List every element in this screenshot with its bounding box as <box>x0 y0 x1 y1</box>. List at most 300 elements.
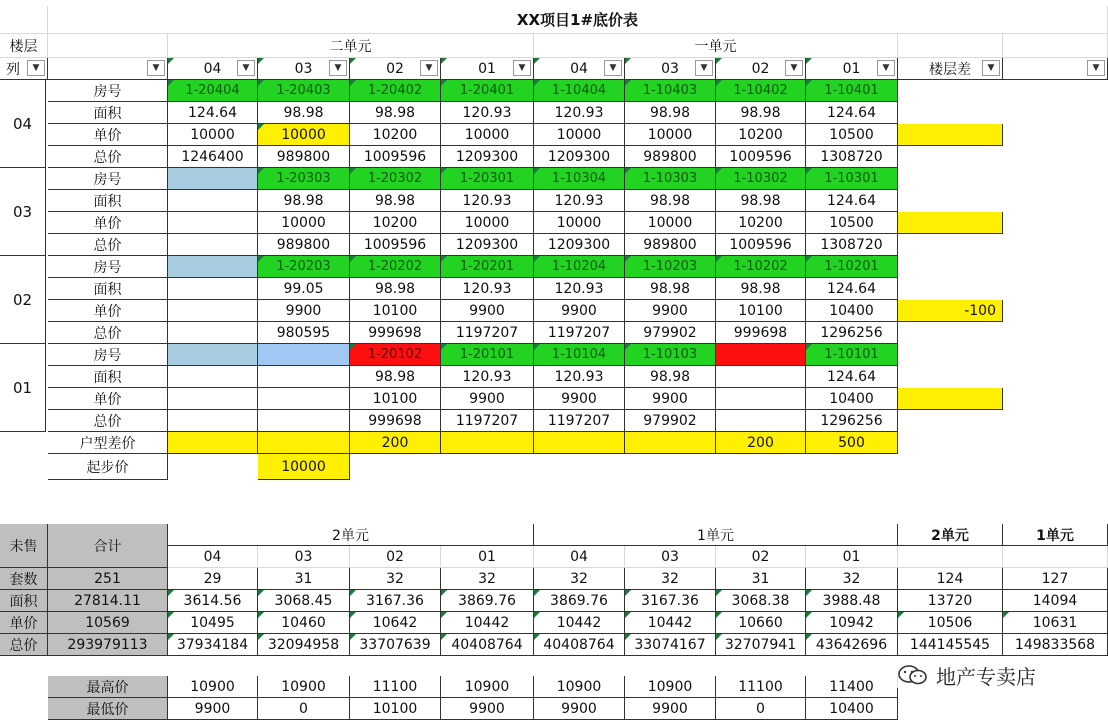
comment-marker <box>716 612 722 618</box>
comment-marker <box>350 612 356 618</box>
room-cell[interactable]: 1-10304 <box>534 168 625 190</box>
summary-unit1-total[interactable]: 1单元 <box>1003 524 1108 546</box>
comment-marker <box>898 612 904 618</box>
area-cell[interactable]: 98.98 <box>716 278 806 300</box>
room-cell[interactable] <box>168 256 258 278</box>
row-label[interactable]: 房号 <box>48 80 168 102</box>
summary-row-label[interactable]: 单价 <box>0 612 48 634</box>
total-cell[interactable]: 1296256 <box>806 322 898 344</box>
room-cell[interactable]: 1-20102 <box>350 344 441 366</box>
total-cell[interactable]: 989800 <box>258 146 350 168</box>
filter-dropdown-icon[interactable]: ▼ <box>513 60 531 76</box>
area-cell[interactable] <box>168 366 258 388</box>
extreme-value-cell[interactable]: 9900 <box>534 698 625 720</box>
area-cell[interactable]: 98.98 <box>716 102 806 124</box>
row-label[interactable]: 单价 <box>48 300 168 322</box>
total-cell[interactable]: 999698 <box>350 410 441 432</box>
price-cell[interactable]: 9900 <box>534 300 625 322</box>
row-label[interactable]: 总价 <box>48 146 168 168</box>
room-cell[interactable]: 1-10401 <box>806 80 898 102</box>
price-cell[interactable]: 10200 <box>350 124 441 146</box>
summary-column-header[interactable]: 03 <box>625 546 716 568</box>
area-cell[interactable]: 120.93 <box>441 278 534 300</box>
price-cell[interactable]: 9900 <box>441 300 534 322</box>
summary-total-cell[interactable]: 293979113 <box>48 634 168 656</box>
summary-value-cell[interactable]: 3869.76 <box>534 590 625 612</box>
summary-value-cell[interactable]: 3167.36 <box>350 590 441 612</box>
summary-value-cell[interactable]: 33074167 <box>625 634 716 656</box>
cell-blank[interactable] <box>0 6 48 34</box>
filter-dropdown-icon[interactable]: ▼ <box>982 60 1000 76</box>
extreme-value-cell[interactable]: 10900 <box>168 676 258 698</box>
price-cell[interactable]: 10500 <box>806 124 898 146</box>
filter-dropdown-icon[interactable]: ▼ <box>27 60 45 76</box>
row-area <box>0 366 1108 388</box>
summary-row-label[interactable]: 总价 <box>0 634 48 656</box>
extreme-value-cell[interactable]: 11400 <box>806 676 898 698</box>
room-cell[interactable]: 1-10302 <box>716 168 806 190</box>
price-cell[interactable]: 10100 <box>716 300 806 322</box>
row-total <box>0 234 1108 256</box>
summary-value-cell[interactable]: 3068.38 <box>716 590 806 612</box>
price-cell[interactable] <box>168 212 258 234</box>
start-price-cell[interactable]: 10000 <box>258 454 350 480</box>
total-cell[interactable] <box>168 410 258 432</box>
type-diff-cell[interactable] <box>441 432 534 454</box>
extreme-label[interactable]: 最低价 <box>48 698 168 720</box>
row-label[interactable]: 总价 <box>48 322 168 344</box>
room-cell[interactable]: 1-20404 <box>168 80 258 102</box>
row-label[interactable]: 房号 <box>48 344 168 366</box>
summary-column-header[interactable]: 04 <box>168 546 258 568</box>
summary-value-cell[interactable]: 3614.56 <box>168 590 258 612</box>
comment-marker <box>441 168 447 174</box>
room-cell[interactable]: 1-20303 <box>258 168 350 190</box>
extreme-value-cell[interactable]: 0 <box>258 698 350 720</box>
comment-marker <box>534 612 540 618</box>
summary-total-label[interactable]: 合计 <box>48 524 168 568</box>
extreme-value-cell[interactable]: 0 <box>716 698 806 720</box>
summary-value-cell[interactable]: 3988.48 <box>806 590 898 612</box>
summary-value-cell[interactable]: 32 <box>806 568 898 590</box>
summary-value-cell[interactable]: 32094958 <box>258 634 350 656</box>
column-header[interactable]: 02 ▼ <box>716 58 806 80</box>
room-cell[interactable]: 1-20301 <box>441 168 534 190</box>
summary-value-cell[interactable]: 32 <box>534 568 625 590</box>
total-cell[interactable]: 1197207 <box>534 410 625 432</box>
area-cell[interactable]: 124.64 <box>806 366 898 388</box>
filter-dropdown-icon[interactable]: ▼ <box>329 60 347 76</box>
price-cell[interactable]: 10500 <box>806 212 898 234</box>
floor-diff-cell[interactable] <box>898 124 1003 146</box>
room-cell[interactable]: 1-10202 <box>716 256 806 278</box>
column-header[interactable]: 02 ▼ <box>350 58 441 80</box>
row-label[interactable]: 面积 <box>48 366 168 388</box>
summary-value-cell[interactable]: 37934184 <box>168 634 258 656</box>
summary-value-cell[interactable]: 10442 <box>625 612 716 634</box>
total-cell[interactable]: 1246400 <box>168 146 258 168</box>
summary-unit2-value[interactable]: 10506 <box>898 612 1003 634</box>
price-cell[interactable]: 10400 <box>806 388 898 410</box>
summary-value-cell[interactable]: 10442 <box>534 612 625 634</box>
room-cell[interactable]: 1-20101 <box>441 344 534 366</box>
filter-dropdown-icon[interactable]: ▼ <box>785 60 803 76</box>
summary-column-header[interactable]: 04 <box>534 546 625 568</box>
summary-unit1-value[interactable]: 10631 <box>1003 612 1108 634</box>
type-diff-cell[interactable] <box>534 432 625 454</box>
summary-value-cell[interactable]: 10642 <box>350 612 441 634</box>
total-cell[interactable]: 989800 <box>625 146 716 168</box>
extreme-value-cell[interactable]: 9900 <box>625 698 716 720</box>
row-label[interactable]: 单价 <box>48 212 168 234</box>
area-cell[interactable]: 98.98 <box>350 366 441 388</box>
price-cell[interactable]: 10000 <box>441 124 534 146</box>
row-label[interactable]: 总价 <box>48 234 168 256</box>
summary-value-cell[interactable]: 3068.45 <box>258 590 350 612</box>
total-cell[interactable]: 1209300 <box>441 146 534 168</box>
column-header[interactable]: 03 ▼ <box>625 58 716 80</box>
room-cell[interactable]: 1-10101 <box>806 344 898 366</box>
room-cell[interactable]: 1-10201 <box>806 256 898 278</box>
column-header[interactable]: 01 ▼ <box>806 58 898 80</box>
total-cell[interactable]: 979902 <box>625 322 716 344</box>
area-cell[interactable]: 120.93 <box>534 190 625 212</box>
total-cell[interactable]: 999698 <box>350 322 441 344</box>
extreme-value-cell[interactable]: 10900 <box>258 676 350 698</box>
summary-total-cell[interactable]: 10569 <box>48 612 168 634</box>
summary-column-header[interactable]: 01 <box>441 546 534 568</box>
price-cell[interactable]: 10000 <box>625 212 716 234</box>
summary-value-cell[interactable]: 32707941 <box>716 634 806 656</box>
watermark <box>896 662 1096 688</box>
summary-row-label[interactable]: 套数 <box>0 568 48 590</box>
room-cell[interactable]: 1-20403 <box>258 80 350 102</box>
summary-column-header[interactable]: 01 <box>806 546 898 568</box>
price-cell[interactable]: 10200 <box>350 212 441 234</box>
type-diff-cell[interactable] <box>625 432 716 454</box>
price-cell[interactable]: 10100 <box>350 300 441 322</box>
row-label[interactable]: 面积 <box>48 190 168 212</box>
row-label[interactable]: 单价 <box>48 388 168 410</box>
summary-value-cell[interactable]: 10660 <box>716 612 806 634</box>
row-room <box>0 256 1108 278</box>
summary-value-cell[interactable]: 33707639 <box>350 634 441 656</box>
price-cell[interactable]: 9900 <box>625 300 716 322</box>
total-cell[interactable]: 1209300 <box>534 146 625 168</box>
price-cell[interactable]: 10400 <box>806 300 898 322</box>
extreme-label[interactable]: 最高价 <box>48 676 168 698</box>
total-cell[interactable]: 1009596 <box>350 234 441 256</box>
extreme-value-cell[interactable]: 9900 <box>168 698 258 720</box>
total-cell[interactable]: 1009596 <box>350 146 441 168</box>
type-diff-cell[interactable] <box>258 432 350 454</box>
comment-marker <box>716 590 722 596</box>
price-cell[interactable]: 10000 <box>168 124 258 146</box>
price-cell[interactable]: 10200 <box>716 124 806 146</box>
filter-dropdown-icon[interactable]: ▼ <box>1087 60 1105 76</box>
price-cell[interactable] <box>168 388 258 410</box>
type-diff-cell[interactable]: 500 <box>806 432 898 454</box>
room-cell[interactable]: 1-10402 <box>716 80 806 102</box>
filter-dropdown-icon[interactable]: ▼ <box>877 60 895 76</box>
total-cell[interactable]: 1308720 <box>806 234 898 256</box>
area-cell[interactable]: 98.98 <box>258 190 350 212</box>
room-cell[interactable]: 1-10103 <box>625 344 716 366</box>
total-cell[interactable]: 1009596 <box>716 146 806 168</box>
total-cell[interactable]: 999698 <box>716 322 806 344</box>
summary-row-label[interactable]: 面积 <box>0 590 48 612</box>
summary-unit2-value[interactable]: 13720 <box>898 590 1003 612</box>
column-header[interactable]: 04 ▼ <box>534 58 625 80</box>
area-cell[interactable]: 124.64 <box>806 102 898 124</box>
summary-unit2-value[interactable]: 144145545 <box>898 634 1003 656</box>
summary-value-cell[interactable]: 32 <box>350 568 441 590</box>
filter-dropdown-icon[interactable]: ▼ <box>237 60 255 76</box>
area-cell[interactable]: 120.93 <box>441 366 534 388</box>
cell-blank[interactable] <box>898 34 1003 58</box>
area-cell[interactable]: 98.98 <box>625 102 716 124</box>
extreme-value-cell[interactable]: 10900 <box>625 676 716 698</box>
floor-number: 01 <box>0 344 46 432</box>
area-cell[interactable]: 98.98 <box>625 278 716 300</box>
area-cell[interactable]: 120.93 <box>534 366 625 388</box>
column-header[interactable]: 01 ▼ <box>441 58 534 80</box>
area-cell[interactable]: 98.98 <box>258 102 350 124</box>
summary-unit1-value[interactable]: 14094 <box>1003 590 1108 612</box>
comment-marker <box>168 612 174 618</box>
price-cell[interactable]: 10200 <box>716 212 806 234</box>
area-cell[interactable] <box>168 190 258 212</box>
area-cell[interactable]: 98.98 <box>350 278 441 300</box>
summary-unit2[interactable]: 2单元 <box>168 524 534 546</box>
total-cell[interactable] <box>716 410 806 432</box>
total-cell[interactable]: 980595 <box>258 322 350 344</box>
comment-marker <box>258 80 264 86</box>
price-cell[interactable]: 10000 <box>441 212 534 234</box>
area-cell[interactable]: 120.93 <box>441 102 534 124</box>
sheet-title[interactable]: XX项目1#底价表 <box>48 6 1108 34</box>
comment-marker <box>441 590 447 596</box>
row-room <box>0 168 1108 190</box>
total-cell[interactable]: 1308720 <box>806 146 898 168</box>
summary-value-cell[interactable]: 31 <box>716 568 806 590</box>
comment-marker <box>168 590 174 596</box>
cell-blank[interactable] <box>1003 34 1108 58</box>
room-cell[interactable]: 1-20201 <box>441 256 534 278</box>
summary-value-cell[interactable]: 10942 <box>806 612 898 634</box>
area-cell[interactable]: 124.64 <box>806 278 898 300</box>
room-cell[interactable]: 1-10203 <box>625 256 716 278</box>
price-cell[interactable]: 9900 <box>534 388 625 410</box>
start-price-label[interactable]: 起步价 <box>48 454 168 480</box>
summary-column-header[interactable]: 03 <box>258 546 350 568</box>
total-cell[interactable]: 1009596 <box>716 234 806 256</box>
unit2-header[interactable]: 二单元 <box>168 34 534 58</box>
floor-block-03 <box>0 168 1108 256</box>
comment-marker <box>350 590 356 596</box>
area-cell[interactable]: 120.93 <box>441 190 534 212</box>
comment-marker <box>806 590 812 596</box>
comment-marker <box>625 168 631 174</box>
unsold-label[interactable]: 未售 <box>0 524 48 568</box>
row-label[interactable]: 单价 <box>48 124 168 146</box>
area-cell[interactable]: 98.98 <box>625 190 716 212</box>
total-cell[interactable]: 1209300 <box>534 234 625 256</box>
price-cell[interactable]: 10000 <box>534 124 625 146</box>
area-cell[interactable]: 120.93 <box>534 278 625 300</box>
row-total <box>0 146 1108 168</box>
comment-marker <box>441 80 447 86</box>
comment-marker <box>534 590 540 596</box>
price-cell[interactable] <box>258 388 350 410</box>
row-label[interactable]: 面积 <box>48 102 168 124</box>
total-cell[interactable] <box>258 410 350 432</box>
type-diff-cell[interactable]: 200 <box>350 432 441 454</box>
row-label[interactable]: 房号 <box>48 256 168 278</box>
filter-cell[interactable] <box>48 58 168 80</box>
summary-value-cell[interactable]: 40408764 <box>534 634 625 656</box>
total-cell[interactable]: 1296256 <box>806 410 898 432</box>
summary-value-cell[interactable]: 32 <box>441 568 534 590</box>
price-cell[interactable]: 9900 <box>441 388 534 410</box>
floor-diff-cell[interactable]: -100 <box>898 300 1003 322</box>
total-cell[interactable]: 989800 <box>625 234 716 256</box>
summary-column-header[interactable]: 02 <box>716 546 806 568</box>
room-cell[interactable] <box>716 344 806 366</box>
summary-value-cell[interactable]: 32 <box>625 568 716 590</box>
comment-marker <box>258 612 264 618</box>
type-diff-label[interactable]: 户型差价 <box>48 432 168 454</box>
total-cell[interactable]: 1197207 <box>441 322 534 344</box>
row-label[interactable]: 房号 <box>48 168 168 190</box>
row-label[interactable]: 总价 <box>48 410 168 432</box>
filter-dropdown-icon[interactable]: ▼ <box>420 60 438 76</box>
summary-value-cell[interactable]: 31 <box>258 568 350 590</box>
summary-value-cell[interactable]: 3869.76 <box>441 590 534 612</box>
price-cell[interactable] <box>716 388 806 410</box>
comment-marker <box>350 168 356 174</box>
extreme-value-cell[interactable]: 11100 <box>716 676 806 698</box>
room-cell[interactable]: 1-20302 <box>350 168 441 190</box>
summary-unit1[interactable]: 1单元 <box>534 524 898 546</box>
extreme-value-cell[interactable]: 10100 <box>350 698 441 720</box>
summary-unit1-value[interactable]: 127 <box>1003 568 1108 590</box>
filter-dropdown-icon[interactable]: ▼ <box>604 60 622 76</box>
floor-label-bottom[interactable]: 列 ▼ <box>0 58 48 80</box>
total-cell[interactable]: 1197207 <box>441 410 534 432</box>
total-cell[interactable]: 989800 <box>258 234 350 256</box>
area-cell[interactable]: 120.93 <box>534 102 625 124</box>
area-cell[interactable] <box>258 366 350 388</box>
room-cell[interactable] <box>258 344 350 366</box>
room-cell[interactable]: 1-10303 <box>625 168 716 190</box>
room-cell[interactable]: 1-20202 <box>350 256 441 278</box>
summary-row <box>0 590 1108 612</box>
summary-value-cell[interactable]: 10442 <box>441 612 534 634</box>
total-cell[interactable] <box>168 322 258 344</box>
extreme-value-cell[interactable]: 10900 <box>534 676 625 698</box>
price-cell[interactable]: 10100 <box>350 388 441 410</box>
room-cell[interactable]: 1-20402 <box>350 80 441 102</box>
room-cell[interactable]: 1-10204 <box>534 256 625 278</box>
floor-diff-cell[interactable] <box>898 388 1003 410</box>
room-cell[interactable]: 1-20203 <box>258 256 350 278</box>
summary-unit2-value[interactable]: 124 <box>898 568 1003 590</box>
summary-total-cell[interactable]: 251 <box>48 568 168 590</box>
room-cell[interactable] <box>168 344 258 366</box>
extreme-value-cell[interactable]: 11100 <box>350 676 441 698</box>
area-cell[interactable]: 124.64 <box>168 102 258 124</box>
cell-blank[interactable] <box>48 34 168 58</box>
summary-value-cell[interactable]: 29 <box>168 568 258 590</box>
extreme-value-cell[interactable]: 10400 <box>806 698 898 720</box>
total-cell[interactable]: 979902 <box>625 410 716 432</box>
area-cell[interactable]: 98.98 <box>350 102 441 124</box>
summary-value-cell[interactable]: 10495 <box>168 612 258 634</box>
area-cell[interactable]: 98.98 <box>716 190 806 212</box>
unit1-header[interactable]: 一单元 <box>534 34 898 58</box>
area-cell[interactable]: 99.05 <box>258 278 350 300</box>
row-label[interactable]: 面积 <box>48 278 168 300</box>
comment-marker <box>625 590 631 596</box>
summary-unit2-total[interactable]: 2单元 <box>898 524 1003 546</box>
extreme-value-cell[interactable]: 10900 <box>441 676 534 698</box>
filter-cell[interactable] <box>1003 58 1108 80</box>
area-cell[interactable]: 124.64 <box>806 190 898 212</box>
area-cell[interactable] <box>168 278 258 300</box>
area-cell[interactable] <box>716 366 806 388</box>
summary-unit1-value[interactable]: 149833568 <box>1003 634 1108 656</box>
price-cell[interactable]: 9900 <box>625 388 716 410</box>
type-diff-cell[interactable] <box>168 432 258 454</box>
floor-diff-header[interactable]: 楼层差 ▼ <box>898 58 1003 80</box>
summary-value-cell[interactable]: 43642696 <box>806 634 898 656</box>
total-cell[interactable]: 1209300 <box>441 234 534 256</box>
price-cell[interactable] <box>168 300 258 322</box>
floor-label-top[interactable]: 楼层 <box>0 34 48 58</box>
column-header[interactable]: 04 ▼ <box>168 58 258 80</box>
comment-marker <box>168 80 174 86</box>
total-cell[interactable] <box>168 234 258 256</box>
filter-dropdown-icon[interactable]: ▼ <box>147 60 165 76</box>
room-cell[interactable]: 1-10301 <box>806 168 898 190</box>
floor-diff-cell[interactable] <box>898 212 1003 234</box>
price-cell[interactable]: 10000 <box>258 212 350 234</box>
room-cell[interactable]: 1-10403 <box>625 80 716 102</box>
filter-dropdown-icon[interactable]: ▼ <box>695 60 713 76</box>
summary-value-cell[interactable]: 10460 <box>258 612 350 634</box>
room-cell[interactable]: 1-10404 <box>534 80 625 102</box>
comment-marker <box>350 344 356 350</box>
summary-value-cell[interactable]: 3167.36 <box>625 590 716 612</box>
total-cell[interactable]: 1197207 <box>534 322 625 344</box>
column-header[interactable]: 03 ▼ <box>258 58 350 80</box>
price-cell[interactable]: 10000 <box>258 124 350 146</box>
summary-column-header[interactable]: 02 <box>350 546 441 568</box>
room-cell[interactable]: 1-20401 <box>441 80 534 102</box>
price-cell[interactable]: 9900 <box>258 300 350 322</box>
summary-value-cell[interactable]: 40408764 <box>441 634 534 656</box>
summary-total-cell[interactable]: 27814.11 <box>48 590 168 612</box>
room-cell[interactable]: 1-10104 <box>534 344 625 366</box>
price-cell[interactable]: 10000 <box>534 212 625 234</box>
area-cell[interactable]: 98.98 <box>625 366 716 388</box>
room-cell[interactable] <box>168 168 258 190</box>
type-diff-cell[interactable]: 200 <box>716 432 806 454</box>
price-cell[interactable]: 10000 <box>625 124 716 146</box>
area-cell[interactable]: 98.98 <box>350 190 441 212</box>
extreme-value-cell[interactable]: 9900 <box>441 698 534 720</box>
